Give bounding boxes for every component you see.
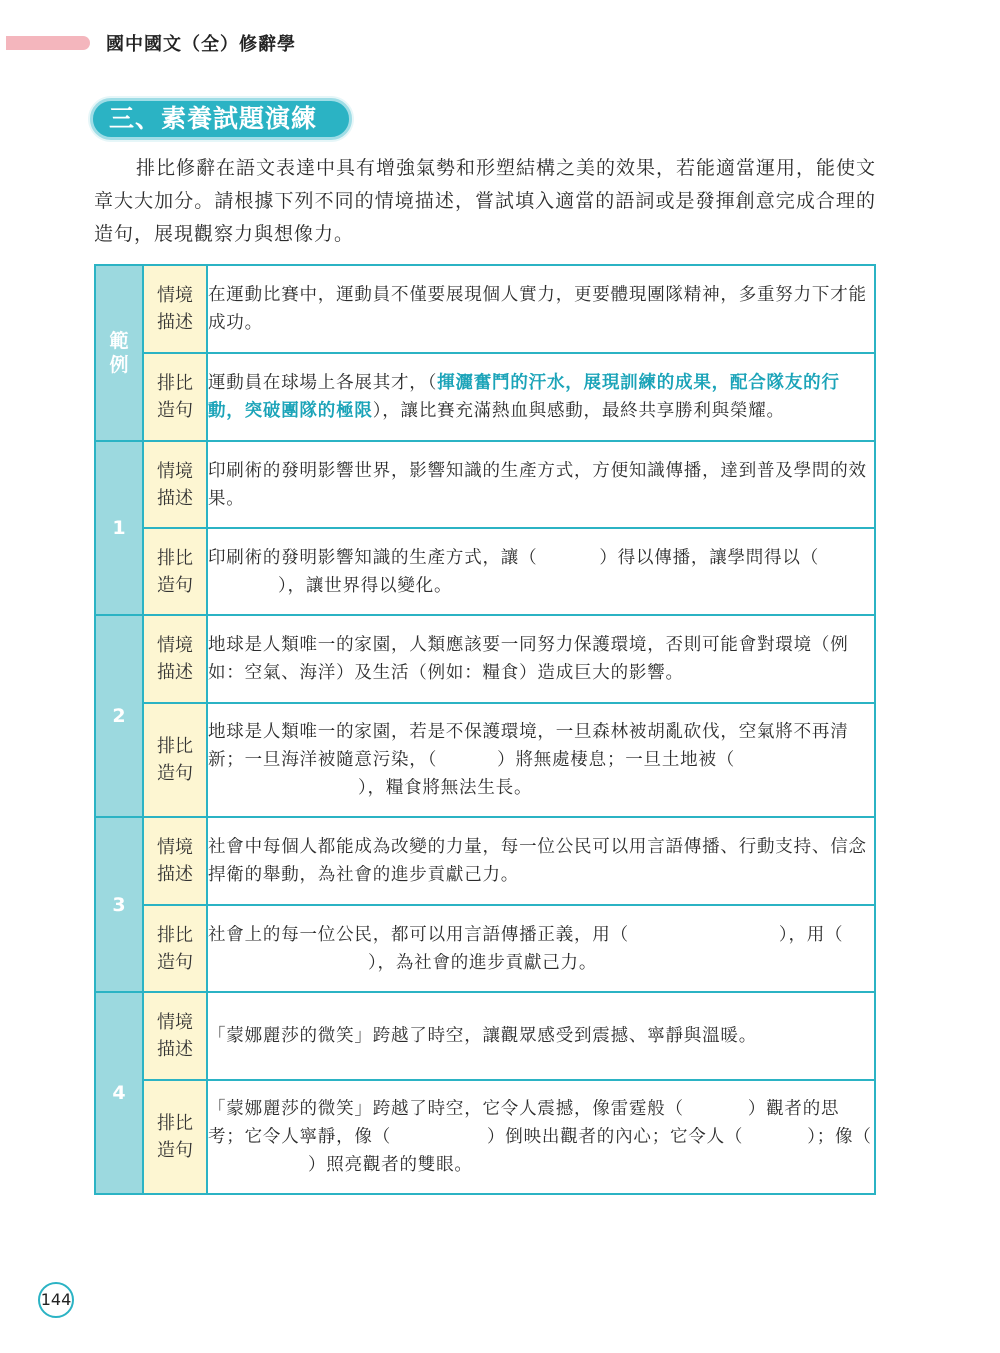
table-row-1-scenario [95,441,875,528]
sentence-text: 印刷術的發明影響知識的生產方式，讓（ ）得以傳播，讓學問得以（），讓世界得以變化。 [207,528,875,615]
book-title: 國中國文（全）修辭學 [106,34,296,55]
sentence-text: 地球是人類唯一的家園，若是不保護環境，一旦森林被胡亂砍伐，空氣將不再清新；一旦海洋被隨意污染，（ ）將無處棲息；一旦土地被（），糧食將無法生長。 [207,703,875,817]
table-row-3-scenario [95,817,875,905]
sentence-text: 「蒙娜麗莎的微笑」跨越了時空，它令人震撼，像雷霆般（ ）觀者的思考；它令人寧靜，像（ ）倒映出觀者的內心；它令人（ ）；像（）照亮觀者的雙眼。 [207,1080,875,1194]
scenario-text: 社會中每個人都能成為改變的力量，每一位公民可以用言語傳播、行動支持、信念捍衛的舉動，為社會的進步貢獻己力。 [207,817,875,905]
scenario-label: 情境 描述 [143,992,207,1080]
scenario-text: 「蒙娜麗莎的微笑」跨越了時空，讓觀眾感受到震撼、寧靜與溫暖。 [207,992,875,1080]
row-number-1: 1 [95,441,143,615]
table-row-4-scenario [95,992,875,1080]
example-answer: 揮灑奮鬥的汗水，展現訓練的成果，配合隊友的行動，突破團隊的極限 [208,373,840,421]
scenario-label: 情境 描述 [143,615,207,703]
scenario-label: 情境 描述 [143,441,207,528]
table-row-4-sentence [95,1080,875,1194]
table-row-3-sentence [95,905,875,992]
scenario-label: 情境 描述 [143,817,207,905]
page-number: 144 [38,1282,74,1318]
sentence-label: 排比 造句 [143,905,207,992]
table-row-1-sentence [95,528,875,615]
row-number-2: 2 [95,615,143,817]
sentence-label: 排比 造句 [143,703,207,817]
scenario-text: 印刷術的發明影響世界，影響知識的生產方式，方便知識傳播，達到普及學問的效果。 [207,441,875,528]
sentence-text: 社會上的每一位公民，都可以用言語傳播正義，用（ ），用（），為社會的進步貢獻己力。 [207,905,875,992]
header-accent-bar [6,36,90,50]
table-row-2-scenario [95,615,875,703]
table-row-example-sentence [95,353,875,441]
sentence-label: 排比 造句 [143,353,207,441]
sentence-text: 運動員在球場上各展其才，（揮灑奮鬥的汗水，展現訓練的成果，配合隊友的行動，突破團隊的極限），讓比賽充滿熱血與感動，最終共享勝利與榮耀。 [207,353,875,441]
section-heading: 三、素養試題演練 [90,98,352,140]
exercise-table [94,264,876,1195]
scenario-text: 在運動比賽中，運動員不僅要展現個人實力，更要體現團隊精神，多重努力下才能成功。 [207,265,875,353]
sentence-label: 排比 造句 [143,528,207,615]
example-label-line1: 範 [109,330,129,352]
sentence-label: 排比 造句 [143,1080,207,1194]
table-row-2-sentence [95,703,875,817]
scenario-text: 地球是人類唯一的家園，人類應該要一同努力保護環境，否則可能會對環境（例如：空氣、海洋）及生活（例如：糧食）造成巨大的影響。 [207,615,875,703]
row-number-example [95,265,143,441]
scenario-label: 情境 描述 [143,265,207,353]
row-number-3: 3 [95,817,143,992]
row-number-4: 4 [95,992,143,1194]
table-row-example-scenario [95,265,875,353]
intro-paragraph: 排比修辭在語文表達中具有增強氣勢和形塑結構之美的效果，若能適當運用，能使文章大大加分。請根據下列不同的情境描述，嘗試填入適當的語詞或是發揮創意完成合理的造句，展現觀察力與想像力。 [94,157,877,245]
example-label-line2: 例 [109,354,129,376]
